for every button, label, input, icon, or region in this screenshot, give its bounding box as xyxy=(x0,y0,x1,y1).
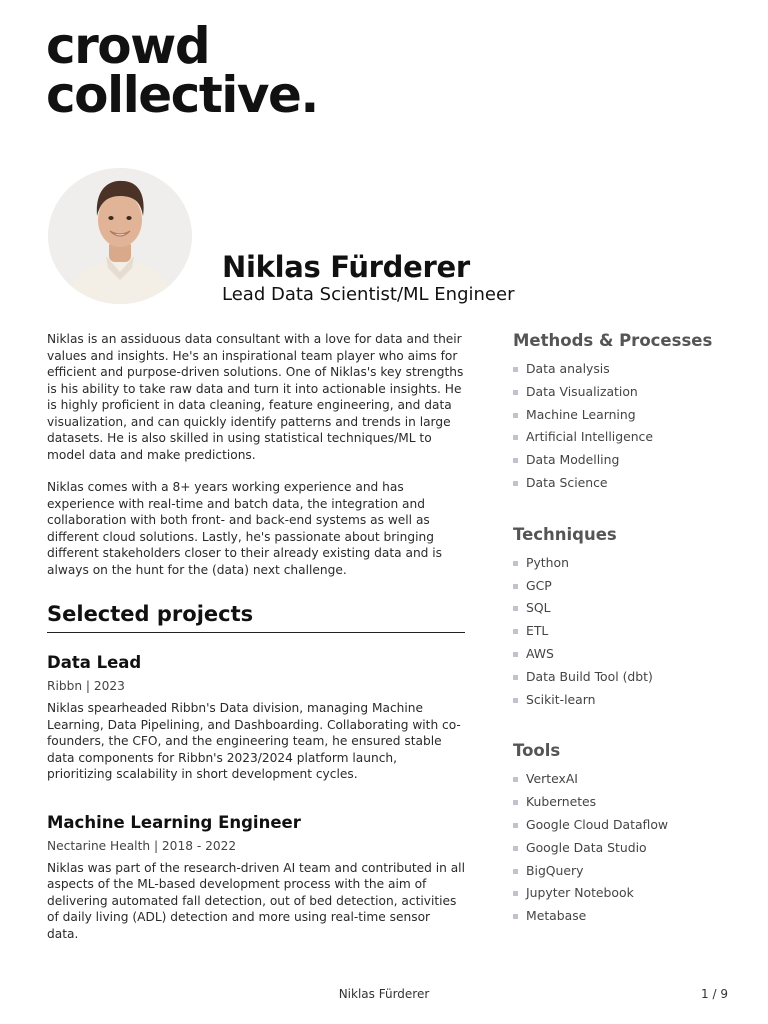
bullet-icon xyxy=(513,629,518,634)
bullet-icon xyxy=(513,606,518,611)
skill-label: GCP xyxy=(526,577,552,593)
project-meta: Ribbn | 2023 xyxy=(47,679,125,693)
skill-item xyxy=(513,837,743,860)
skill-item xyxy=(513,358,743,381)
bio-paragraph: Niklas is an assiduous data consultant with a love for data and their values and insights. He's an inspirational team player who aims for efficient and purpose-driven solutions. One of Niklas's key strengths is his ability to take raw data and turn it into actionable insights. He is highly proficient in data cleaning, feature engineering, and data visualization, and can quickly identify patterns and trends in large datasets. He is also skilled in using statistical techniques/ML to model data and make predictions. xyxy=(47,332,464,462)
skill-item xyxy=(513,472,743,495)
bullet-icon xyxy=(513,458,518,463)
profile-photo xyxy=(48,168,192,304)
skill-item xyxy=(513,552,743,575)
skill-item xyxy=(513,860,743,883)
project-description: Niklas spearheaded Ribbn's Data division, managing Machine Learning, Data Pipelining, and Dashboarding. Collaborating with co-founders, the CFO, and the engineering team, he ensured stable data components for Ribbn's 2023/2024 platform launch, prioritizing scalability in short development cycles. xyxy=(47,701,461,781)
skill-label: Python xyxy=(526,554,569,570)
bullet-icon xyxy=(513,777,518,782)
bullet-icon xyxy=(513,869,518,874)
skill-item xyxy=(513,814,743,837)
skill-item xyxy=(513,791,743,814)
logo-line-1: crowd xyxy=(46,17,210,75)
skill-item xyxy=(513,689,743,712)
skill-label: Kubernetes xyxy=(526,794,597,810)
skill-item xyxy=(513,381,743,404)
skill-label: Machine Learning xyxy=(526,406,636,422)
bullet-icon xyxy=(513,891,518,896)
skill-item xyxy=(513,597,743,620)
bullet-icon xyxy=(513,652,518,657)
project-meta: Nectarine Health | 2018 - 2022 xyxy=(47,838,237,853)
bio-section xyxy=(47,331,465,578)
skill-label: Data Science xyxy=(526,474,608,490)
skill-item xyxy=(513,882,743,905)
skill-label: BigQuery xyxy=(526,862,584,878)
skill-item xyxy=(513,620,743,643)
skills-sidebar xyxy=(513,331,743,958)
skill-label: Jupyter Notebook xyxy=(526,885,634,901)
skill-group-heading: Methods & Processes xyxy=(513,331,713,350)
skill-label: Artificial Intelligence xyxy=(526,429,653,445)
page-number: 1 / 9 xyxy=(701,987,728,1001)
project-item xyxy=(47,653,465,783)
bullet-icon xyxy=(513,914,518,919)
skill-item xyxy=(513,666,743,689)
skill-item xyxy=(513,905,743,928)
skill-label: Data Modelling xyxy=(526,452,620,468)
skill-label: AWS xyxy=(526,645,554,661)
candidate-role: Lead Data Scientist/ML Engineer xyxy=(222,284,515,305)
project-item xyxy=(47,813,465,943)
bio-paragraph: Niklas comes with a 8+ years working experience and has experience with real-time and batch data, the integration and collaboration with both front- and back-end systems as well as different cloud solutions. Lastly, he's passionate about bringing different stakeholders closer to their already existing data and is always on the hunt for the (data) next challenge. xyxy=(47,480,443,577)
bullet-icon xyxy=(513,846,518,851)
company-logo xyxy=(46,17,318,124)
skill-group-methods xyxy=(513,331,743,495)
skill-label: Google Data Studio xyxy=(526,839,647,855)
skill-label: VertexAI xyxy=(526,771,578,787)
bullet-icon xyxy=(513,561,518,566)
bullet-icon xyxy=(513,390,518,395)
skill-group-heading: Techniques xyxy=(513,524,617,544)
bullet-icon xyxy=(513,367,518,372)
skill-group-tools xyxy=(513,741,743,928)
skill-item xyxy=(513,426,743,449)
main-column xyxy=(47,331,465,942)
project-title: Data Lead xyxy=(47,653,142,672)
bullet-icon xyxy=(513,800,518,805)
candidate-name: Niklas Fürderer xyxy=(222,250,470,284)
bullet-icon xyxy=(513,435,518,440)
skill-list xyxy=(513,552,743,712)
skill-label: Google Cloud Dataflow xyxy=(526,816,669,832)
skill-item xyxy=(513,643,743,666)
project-description: Niklas was part of the research-driven AI team and contributed in all aspects of the ML-based development process with the aim of delivering automated fall detection, out of bed detection, activities of daily living (ADL) detection and more using real-time sensor data. xyxy=(47,860,465,941)
bullet-icon xyxy=(513,823,518,828)
skill-list xyxy=(513,358,743,495)
project-title: Machine Learning Engineer xyxy=(47,812,301,832)
skill-item xyxy=(513,575,743,598)
skill-item xyxy=(513,449,743,472)
skill-label: Metabase xyxy=(526,908,587,924)
bullet-icon xyxy=(513,481,518,486)
skill-group-techniques xyxy=(513,525,743,712)
skill-item xyxy=(513,404,743,427)
logo-line-2: collective. xyxy=(46,66,318,124)
skill-label: Data analysis xyxy=(526,361,610,376)
skill-item xyxy=(513,768,743,791)
bullet-icon xyxy=(513,413,518,418)
bullet-icon xyxy=(513,698,518,703)
skill-label: Data Visualization xyxy=(526,383,638,399)
skill-label: SQL xyxy=(526,600,551,616)
footer-name: Niklas Fürderer xyxy=(338,987,430,1001)
skill-label: ETL xyxy=(526,623,549,639)
projects-heading: Selected projects xyxy=(47,602,465,633)
skill-group-heading: Tools xyxy=(513,741,561,761)
bullet-icon xyxy=(513,584,518,589)
skill-label: Scikit-learn xyxy=(526,691,596,707)
bullet-icon xyxy=(513,675,518,680)
skill-label: Data Build Tool (dbt) xyxy=(526,668,653,684)
skill-list xyxy=(513,768,743,928)
